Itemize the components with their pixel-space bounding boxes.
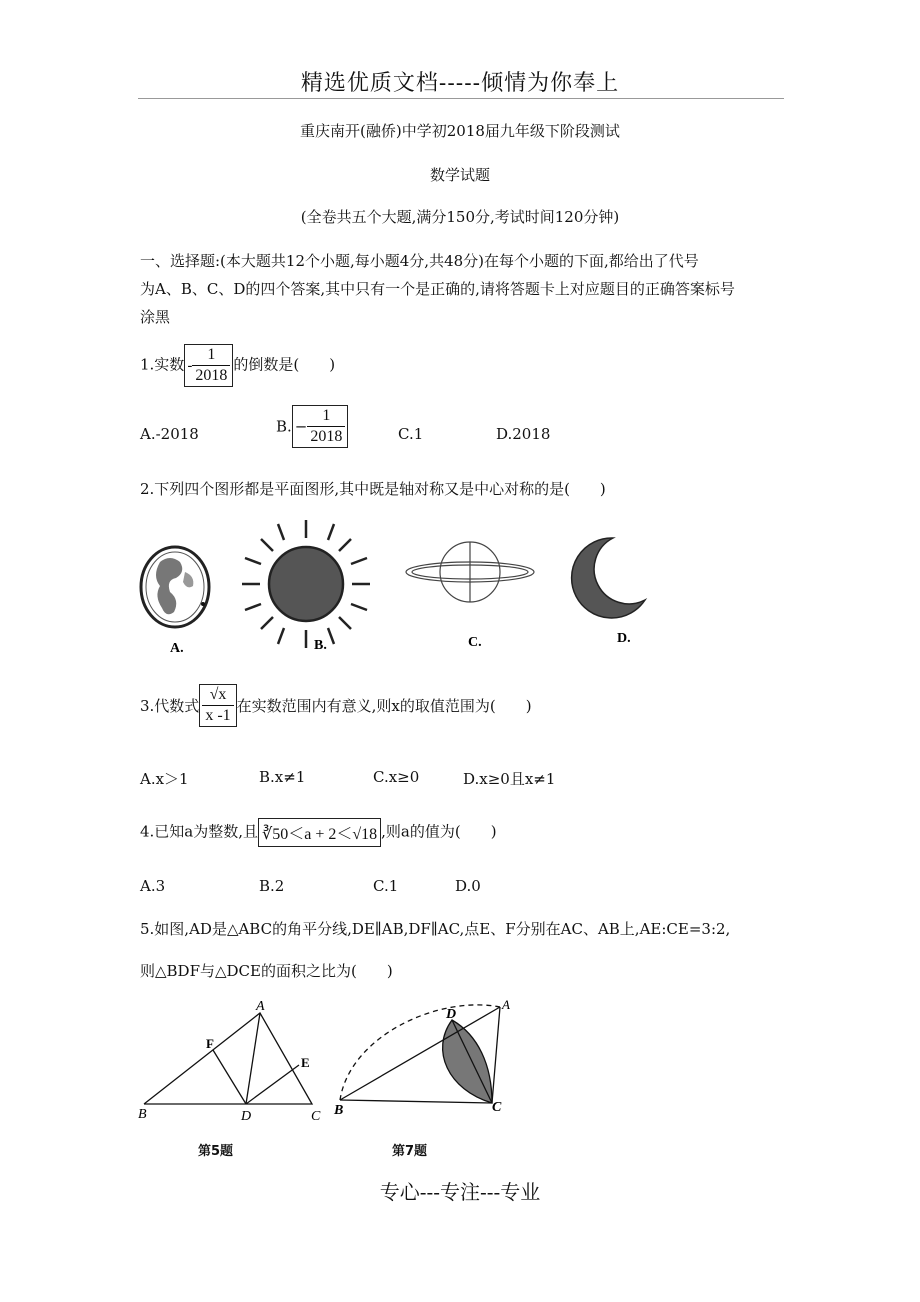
fig5-label-a: A: [256, 999, 265, 1014]
q2-label-c: C.: [468, 635, 482, 650]
fig7-label-b: B: [334, 1103, 344, 1118]
q3-option-d: D.x≥0且x≠1: [463, 770, 556, 788]
section1-line2: 为A、B、C、D的四个答案,其中只有一个是正确的,请将答题卡上对应题目的正确答案标号: [140, 280, 735, 298]
q4-expression: ∛50＜a + 2＜√18: [258, 818, 381, 847]
q1-frac-den: 2018: [195, 367, 228, 384]
exam-info: (全卷共五个大题,满分150分,考试时间120分钟): [300, 208, 620, 226]
q3-frac-num: √x: [202, 685, 233, 706]
q1-b-box: [292, 405, 349, 448]
q1-frac-sign: -: [187, 356, 193, 375]
q3-suffix: 在实数范围内有意义,则x的取值范围为( ): [236, 697, 532, 715]
question-1: [140, 344, 335, 387]
page-header: 精选优质文档-----倾情为你奉上: [300, 71, 620, 96]
fig5-label-d: D: [241, 1109, 252, 1123]
question-5-line1: 5.如图,AD是△ABC的角平分线,DE∥AB,DF∥AC,点E、F分别在AC、AB上,AE:CE=3:2,: [140, 920, 731, 938]
section1-line3: 涂黑: [140, 308, 171, 326]
q1-b-label: B.: [276, 417, 292, 436]
fig5-label-e: E: [301, 1055, 310, 1070]
fig5-caption: 第5题: [198, 1144, 234, 1159]
sun-figure: [242, 520, 370, 648]
q4-suffix: ,则a的值为( ): [381, 822, 497, 841]
q1-option-a: A.-2018: [140, 425, 199, 443]
q1-b-num: 1: [307, 406, 345, 427]
figure-5: [130, 998, 340, 1123]
fig7-label-d: D: [446, 1007, 457, 1022]
fig7-caption: 第7题: [392, 1144, 428, 1159]
q4-prefix: 4.已知a为整数,且: [140, 822, 259, 841]
q1-frac-num: 1: [192, 345, 230, 366]
q1-option-b: [276, 405, 348, 448]
page-footer: 专心---专注---专业: [379, 1180, 541, 1204]
q1-prefix: 1.实数: [140, 355, 185, 374]
q3-fraction-box: [199, 684, 236, 727]
section1-line1: 一、选择题:(本大题共12个小题,每小题4分,共48分)在每个小题的下面,都给出了代号: [140, 252, 699, 270]
q3-prefix: 3.代数式: [140, 697, 200, 715]
fig5-label-b: B: [138, 1107, 147, 1122]
q4-option-a: A.3: [140, 877, 166, 895]
q3-option-b: B.x≠1: [259, 768, 306, 786]
header-divider: [138, 98, 784, 99]
globe-figure: [141, 547, 209, 627]
question-2: 2.下列四个图形都是平面图形,其中既是轴对称又是中心对称的是( ): [140, 480, 606, 498]
q2-label-a: A.: [170, 641, 184, 656]
q3-option-a: A.x＞1: [140, 770, 189, 788]
question-3: [140, 684, 532, 727]
question-5-line2: 则△BDF与△DCE的面积之比为( ): [140, 962, 393, 980]
q4-option-c: C.1: [373, 877, 399, 895]
fig7-label-c: C: [492, 1100, 502, 1115]
fig5-label-f: F: [206, 1036, 214, 1051]
fig7-label-a: A: [502, 997, 510, 1012]
q3-option-c: C.x≥0: [373, 768, 420, 786]
q1-fraction-box: [184, 344, 233, 387]
q3-frac-den: x -1: [205, 707, 231, 724]
q1-option-c: C.1: [398, 425, 424, 443]
question-4: [140, 818, 497, 847]
exam-title: 重庆南开(融侨)中学初2018届九年级下阶段测试: [300, 122, 620, 140]
q1-b-sign: −: [294, 417, 308, 436]
q4-option-b: B.2: [259, 877, 285, 895]
moon-figure: [572, 538, 645, 618]
q2-label-b: B.: [314, 638, 327, 653]
q2-figures: [130, 512, 670, 662]
q1-b-den: 2018: [310, 428, 343, 445]
figure-7: [330, 995, 520, 1120]
q1-suffix: 的倒数是( ): [233, 355, 336, 374]
fig5-label-c: C: [311, 1109, 321, 1123]
q1-option-d: D.2018: [496, 425, 551, 443]
exam-subject: 数学试题: [429, 166, 490, 184]
q2-label-d: D.: [617, 631, 631, 646]
planet-figure: [406, 542, 534, 602]
q4-option-d: D.0: [455, 877, 481, 895]
